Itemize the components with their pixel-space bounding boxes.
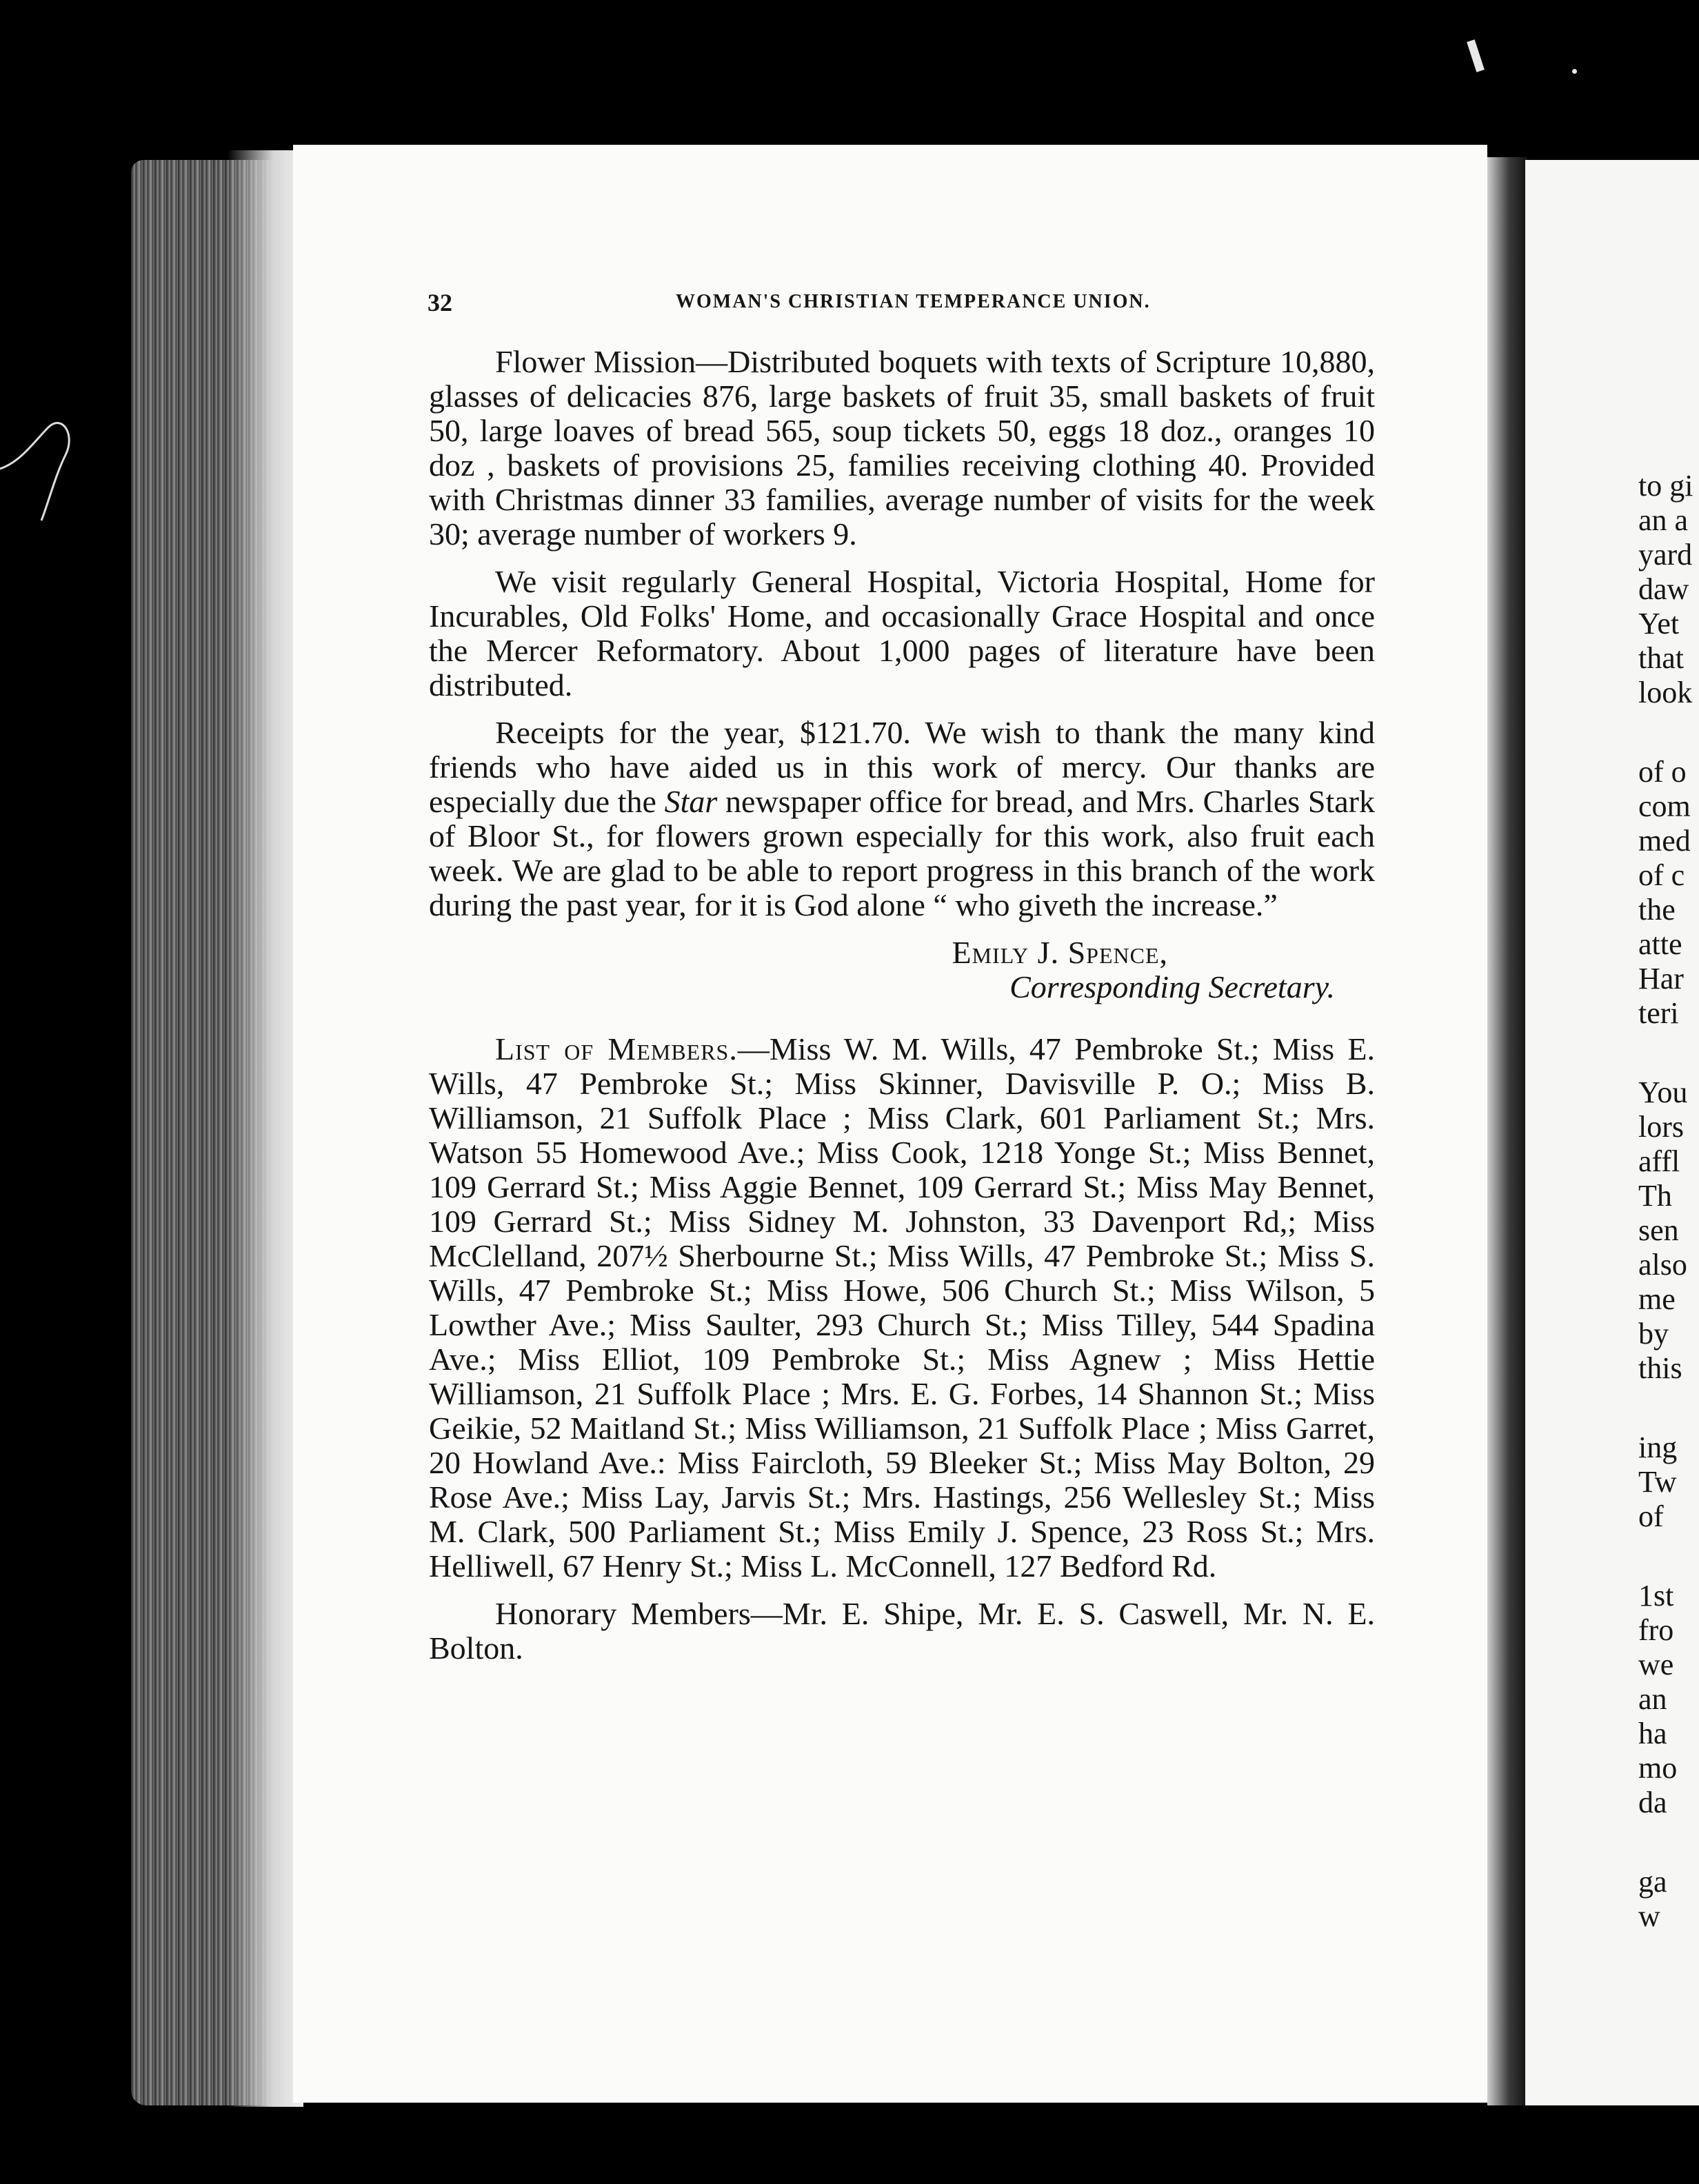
receipts-text-b: newspaper office for bread, and Mrs. Charles Stark of Bloor St., for flowers grown especially for this work, also fruit each week. We are glad to be able to report progress in this branch of the work during the past year, for it is God alone “ who giveth the increase.” <box>429 784 1375 922</box>
signature-title: Corresponding Secretary. <box>1009 969 1335 1004</box>
book-gutter <box>1487 157 1527 2105</box>
signature-name: Emily J. Spence, <box>952 935 1168 970</box>
right-fragment: 1st <box>1638 1579 1674 1612</box>
paragraph-members-list <box>429 1032 1375 1584</box>
right-fragment: also <box>1638 1248 1687 1282</box>
receipts-text-a: Receipts for the year, $121.70. We wish to thank the many kind friends who have aided us in this work of mercy. Our thanks are especially due the <box>429 715 1375 819</box>
right-fragment: Har <box>1638 962 1684 995</box>
right-fragment: ha <box>1638 1717 1667 1750</box>
running-head: WOMAN'S CHRISTIAN TEMPERANCE UNION. <box>676 291 1151 312</box>
right-fragment: this <box>1638 1351 1682 1385</box>
right-fragment: ga <box>1638 1865 1667 1899</box>
right-fragment: of o <box>1638 755 1687 789</box>
right-fragment: an a <box>1638 503 1689 537</box>
right-fragment: the <box>1638 893 1676 927</box>
right-page-text <box>1638 0 1699 1930</box>
right-fragment: ing <box>1638 1430 1678 1464</box>
right-fragment: Tw <box>1638 1465 1677 1499</box>
right-fragment: we <box>1638 1648 1674 1681</box>
right-fragment: You <box>1638 1075 1688 1109</box>
star-newspaper-title: Star <box>664 784 718 819</box>
right-fragment: daw <box>1638 572 1689 606</box>
members-heading: List of Members. <box>495 1031 738 1066</box>
right-fragment: mo <box>1638 1751 1678 1785</box>
scan-dust-mark <box>1467 39 1485 72</box>
right-fragment: fro <box>1638 1613 1674 1647</box>
stray-thread <box>0 400 97 524</box>
right-fragment: that <box>1638 641 1684 675</box>
right-fragment: w <box>1638 1899 1660 1930</box>
page-number: 32 <box>428 289 452 316</box>
paragraph-flower-mission: Flower Mission—Distributed boquets with texts of Scripture 10,880, glasses of delicacies 876, large baskets of fruit 35, small baskets of fruit 50, large loaves of bread 565, soup tickets 50, eggs 18 doz., oranges 10 doz , baskets of provisions 25, families receiving clothing 40. Provided with Christmas dinner 33 families, average number of visits for the week 30; average number of workers 9. <box>429 344 1375 552</box>
right-fragment: da <box>1638 1786 1667 1819</box>
right-fragment: com <box>1638 789 1691 823</box>
members-text: —Miss W. M. Wills, 47 Pembroke St.; Miss E. Wills, 47 Pembroke St.; Miss Skinner, Davisville P. O.; Miss B. Williamson, 21 Suffolk Place ; Miss Clark, 601 Parliament St.; Mrs. Watson 55 Homewood Ave.; Miss Cook, 1218 Yonge St.; Miss Bennet, 109 Gerrard St.; Miss Aggie Bennet, 109 Gerrard St.; Miss May Bennet, 109 Gerrard St.; Miss Sidney M. Johnston, 33 Davenport Rd,; Miss McClelland, 207½ Sherbourne St.; Miss Wills, 47 Pembroke St.; Miss S. Wills, 47 Pembroke St.; Miss Howe, 506 Church St.; Miss Wilson, 5 Lowther Ave.; Miss Saulter, 293 Church St.; Miss Tilley, 544 Spadina Ave.; Miss Elliot, 109 Pembroke St.; Miss Agnew ; Miss Hettie Williamson, 21 Suffolk Place ; Mrs. E. G. Forbes, 14 Shannon St.; Miss Geikie, 52 Maitland St.; Miss Williamson, 21 Suffolk Place ; Miss Garret, 20 Howland Ave.: Miss Faircloth, 59 Bleeker St.; Miss May Bolton, 29 Rose Ave.; Miss Lay, Jarvis St.; Mrs. Hastings, 256 Wellesley St.; Miss M. Clark, 500 Parliament St.; Miss Emily J. Spence, 23 Ross St.; Mrs. Helliwell, 67 Henry St.; Miss L. McConnell, 127 Bedford Rd. <box>429 1031 1375 1584</box>
right-fragment: affl <box>1638 1144 1680 1178</box>
right-fragment: sen <box>1638 1213 1679 1247</box>
right-fragment: lors <box>1638 1110 1684 1144</box>
right-fragment: yard <box>1638 538 1693 572</box>
right-fragment: of c <box>1638 858 1685 892</box>
right-fragment: atte <box>1638 927 1682 961</box>
right-fragment: of <box>1638 1499 1664 1533</box>
right-fragment: look <box>1638 676 1693 709</box>
right-fragment: an <box>1638 1682 1667 1716</box>
right-fragment: med <box>1638 824 1691 858</box>
page-edge-shadow <box>228 150 303 2107</box>
paragraph-honorary-members: Honorary Members—Mr. E. Shipe, Mr. E. S. Caswell, Mr. N. E. Bolton. <box>429 1596 1375 1666</box>
paragraph-receipts <box>429 716 1375 922</box>
scan-dust-mark <box>1572 69 1577 74</box>
page-body <box>429 345 1375 1679</box>
right-fragment: to gi <box>1638 469 1693 503</box>
right-fragment: Yet <box>1638 607 1680 640</box>
right-fragment: teri <box>1638 996 1679 1030</box>
right-fragment: by <box>1638 1317 1669 1351</box>
right-fragment: me <box>1638 1282 1676 1316</box>
signature-block <box>429 936 1375 1004</box>
page-header <box>428 288 1372 323</box>
right-fragment: Th <box>1638 1179 1672 1213</box>
paragraph-hospital-visits: We visit regularly General Hospital, Victoria Hospital, Home for Incurables, Old Folks' Home, and occasionally Grace Hospital and once the Mercer Reformatory. About 1,000 pages of literature have been distributed. <box>429 564 1375 702</box>
